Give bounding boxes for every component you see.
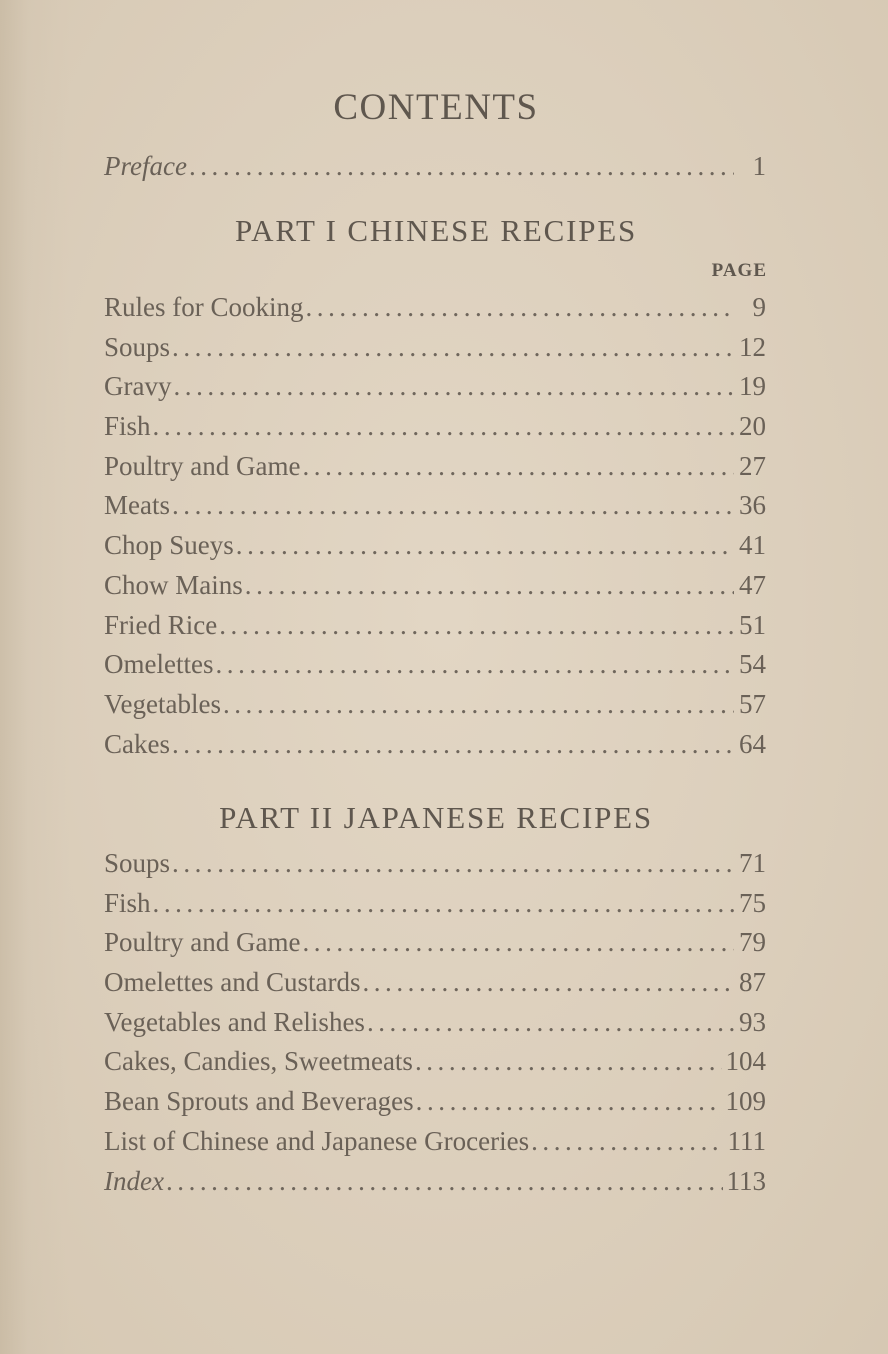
toc-entry-page: 54 [739, 649, 766, 680]
toc-entry-label: Fried Rice [104, 609, 218, 640]
preface-list [104, 151, 766, 191]
toc-entry-page: 41 [739, 530, 766, 561]
toc-entry-page: 93 [739, 1006, 766, 1037]
dot-leader [302, 451, 734, 482]
dot-leader [173, 371, 734, 402]
dot-leader [362, 967, 734, 998]
toc-entry-page: 75 [739, 887, 766, 918]
dot-leader [236, 530, 734, 561]
toc-entry [104, 371, 766, 411]
toc-entry [104, 570, 766, 610]
toc-entry-page: 51 [739, 609, 766, 640]
toc-entry [104, 1126, 766, 1166]
toc-entry-index [104, 1166, 766, 1206]
toc-entry-label: Chow Mains [104, 569, 243, 600]
toc-entry [104, 411, 766, 451]
dot-leader [215, 649, 734, 680]
part-two-list [104, 848, 766, 1205]
toc-entry-preface [104, 151, 766, 191]
toc-entry-label: Vegetables and Relishes [104, 1006, 365, 1037]
toc-entry-label: Omelettes and Custards [104, 967, 361, 998]
toc-entry [104, 292, 766, 332]
toc-entry-page: 57 [739, 688, 766, 719]
toc-entry-label: Vegetables [104, 688, 221, 719]
toc-entry-page: 27 [739, 450, 766, 481]
dot-leader [166, 1166, 723, 1197]
toc-entry [104, 888, 766, 928]
toc-entry-label: Omelettes [104, 649, 214, 680]
toc-entry-page: 1 [752, 151, 766, 181]
part-two-heading: PART II JAPANESE RECIPES [219, 800, 653, 835]
dot-leader [153, 888, 734, 919]
toc-entry-label: Soups [104, 848, 171, 878]
toc-entry [104, 1046, 766, 1086]
toc-entry [104, 689, 766, 729]
toc-entry [104, 1007, 766, 1047]
dot-leader [153, 411, 734, 442]
toc-entry-page: 47 [739, 569, 766, 600]
dot-leader [531, 1126, 723, 1157]
toc-entry-label: Preface [104, 151, 187, 181]
toc-entry-label: Bean Sprouts and Beverages [104, 1086, 414, 1117]
toc-entry-page: 113 [726, 1165, 766, 1196]
part-one-list [104, 292, 766, 768]
dot-leader [306, 292, 735, 323]
toc-entry [104, 967, 766, 1007]
toc-entry-label: Poultry and Game [104, 927, 301, 958]
toc-entry-page: 111 [727, 1125, 766, 1156]
toc-entry-page: 12 [739, 331, 766, 362]
toc-entry [104, 490, 766, 530]
toc-entry-label: Poultry and Game [104, 450, 301, 481]
toc-entry-label: Rules for Cooking [104, 292, 304, 322]
toc-entry-page: 104 [725, 1046, 766, 1077]
toc-entry-page: 71 [739, 848, 766, 878]
toc-entry [104, 927, 766, 967]
dot-leader [415, 1046, 722, 1077]
toc-entry [104, 610, 766, 650]
toc-entry-label: List of Chinese and Japanese Groceries [104, 1125, 530, 1156]
toc-entry [104, 649, 766, 689]
dot-leader [189, 151, 734, 182]
toc-entry [104, 332, 766, 372]
toc-entry-page: 64 [739, 728, 766, 759]
toc-entry-label: Gravy [104, 371, 172, 402]
toc-entry-page: 9 [752, 292, 766, 322]
toc-entry [104, 530, 766, 570]
toc-entry [104, 451, 766, 491]
toc-entry-page: 109 [725, 1086, 766, 1117]
page-title: CONTENTS [333, 87, 539, 128]
toc-entry-label: Cakes [104, 728, 170, 759]
dot-leader [172, 729, 734, 760]
dot-leader [172, 490, 734, 521]
dot-leader [367, 1007, 734, 1038]
dot-leader [172, 848, 734, 879]
dot-leader [302, 927, 734, 958]
toc-entry-page: 87 [739, 967, 766, 998]
toc-entry-page: 19 [739, 371, 766, 402]
toc-entry-page: 36 [739, 490, 766, 521]
toc-entry-page: 20 [739, 411, 766, 442]
dot-leader [219, 610, 734, 641]
toc-entry [104, 1086, 766, 1126]
toc-entry-label: Fish [104, 411, 151, 442]
dot-leader [223, 689, 734, 720]
toc-entry-label: Fish [104, 887, 151, 918]
toc-entry [104, 848, 766, 888]
page-column-label: PAGE [711, 260, 767, 281]
dot-leader [245, 570, 734, 601]
toc-entry-page: 79 [739, 927, 766, 958]
toc-entry [104, 729, 766, 769]
toc-entry-label: Chop Sueys [104, 530, 234, 561]
dot-leader [172, 332, 734, 363]
part-one-heading: PART I CHINESE RECIPES [234, 213, 638, 248]
toc-entry-label: Soups [104, 331, 171, 362]
toc-entry-label: Index [104, 1165, 164, 1196]
dot-leader [416, 1086, 722, 1117]
toc-entry-label: Cakes, Candies, Sweetmeats [104, 1046, 413, 1077]
toc-entry-label: Meats [104, 490, 170, 521]
